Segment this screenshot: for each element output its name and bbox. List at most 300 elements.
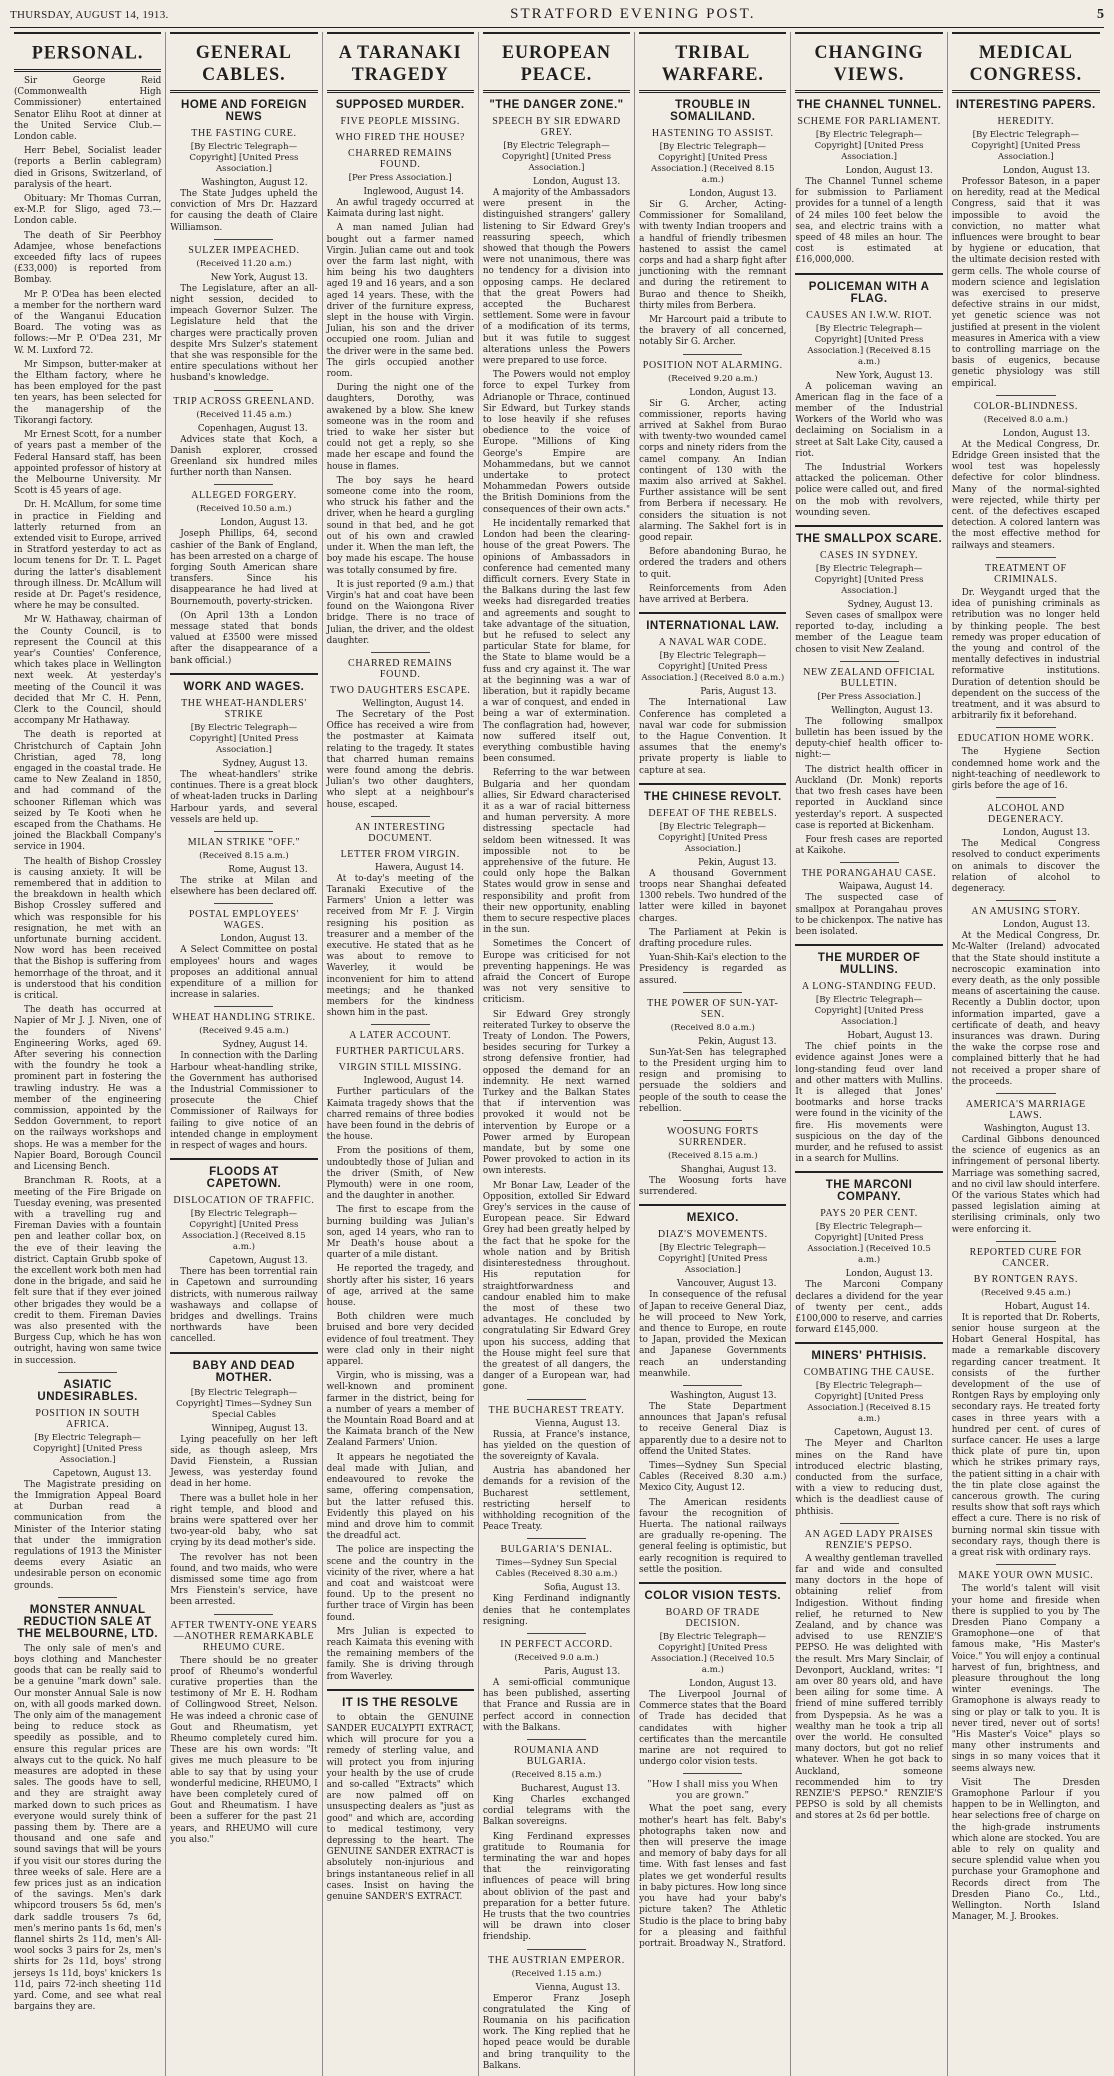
article-subhead: POSITION IN SOUTH AFRICA. (35, 1407, 140, 1430)
article-subhead: AMERICA'S MARRIAGE LAWS. (965, 1099, 1086, 1121)
column (635, 32, 791, 2076)
article-subhead: WHEAT HANDLING STRIKE. (172, 1012, 316, 1024)
article-rule (214, 484, 273, 485)
article-headline: COLOR VISION TESTS. (644, 1590, 782, 1603)
article-body (639, 869, 786, 987)
article-paragraph: Mr Ernest Scott, for a number of years past a member of the Federal Hansard staff, has been appointed professor of history at the Melbourne University. Mr Scott is 45 years of age. (14, 430, 162, 497)
article-body (483, 1795, 630, 1944)
article-body (795, 1042, 942, 1165)
article-paragraph: The strike at Milan and elsewhere has been declared off. (170, 875, 318, 898)
article-paragraph: Sir George Reid (Commonwealth High Commissioner) entertained Senator Elihu Root at dinner at the United Service Club.—London cable. (14, 76, 162, 143)
article-body (483, 1430, 630, 1534)
article-byline: [By Electric Telegraph—Copyright] [United Press Association.] (Received 10.5 a.m.) (651, 1632, 775, 1676)
article-headline: HOME AND FOREIGN NEWS (181, 99, 307, 123)
article-headline: THE MARCONI COMPANY. (825, 1179, 913, 1204)
article-body (952, 440, 1100, 552)
article-paragraph: Mr Bonar Law, Leader of the Opposition, extolled Sir Edward Grey's services in the cause of European peace. Sir Edward Grey had been greatly helped by the fact that he spoke for the whole nation and by British disinterestedness throughout. His reputation for straightforwardness and candour enabled him to make the most of these two advantages. He concluded by congratulating Sir Edward Grey upon his success, adding that the House might feel sure that the greatest of all dangers, the danger of a European war, had gone. (482, 1180, 631, 1393)
article-paragraph: Before abandoning Burao, he ordered the traders and others to quit. (639, 547, 787, 580)
article-dateline: Hobart, August 14. (1004, 1301, 1090, 1312)
article-paragraph: Mr P. O'Dea has been elected a member for the northern ward of the Wanganui Education Board. The voting was as follows:—Mr P. O'Dea 231, Mr W. M. Luxford 72. (14, 289, 162, 356)
article-subhead: IN PERFECT ACCORD. (500, 1638, 613, 1650)
article (952, 395, 1100, 552)
section-rule (639, 1582, 786, 1584)
article-paragraph: In consequence of the refusal of Japan to receive General Diaz, he will proceed to New York, and thence to Europe, en route to Japan, provided the Mexican and Japanese Governments reach an understanding meanwhile. (639, 1290, 787, 1379)
article-subhead: BOARD OF TRADE DECISION. (665, 1607, 760, 1630)
article-dateline: Shanghai, August 13. (680, 1164, 777, 1175)
article-subhead: EDUCATION HOME WORK. (957, 733, 1095, 745)
article-dateline: Capetown, August 13. (834, 1428, 933, 1439)
article-paragraph: During the night one of the daughters, Dorothy, was awakened by a blow. She knew someone was in the room and tried to wake her sister but could not get a reply, so she made her escape and found the house in flames. (326, 383, 474, 472)
article-paragraph: Sun-Yat-Sen has telegraphed to the President urging him to resign and promising to persuade the soldiers and people of the south to cease the rebellion. (639, 1047, 787, 1114)
article-body (952, 588, 1100, 722)
masthead (10, 6, 1104, 28)
article-subhead: THE POWER OF SUN-YAT-SEN. (647, 997, 779, 1020)
article-dateline: Paris, August 13. (544, 1666, 621, 1677)
article-paragraph: Sir G. Archer, acting commissioner, reports having arrived at Sakhel from Burao with twenty-two wounded camel corps and ninety riders from the camel company. An Indian contingent of 130 with the maxim also arrived at Sakhel. Further assistance will be sent from Berbera if necessary. He considers the situation is not alarming. The Sakhel fort is in good repair. (639, 398, 787, 544)
article-rule (996, 1564, 1055, 1565)
article-headline: SUPPOSED MURDER. (335, 99, 465, 111)
article-dateline: London, August 13. (845, 166, 933, 176)
article-subhead: PAYS 20 PER CENT. (820, 1208, 918, 1220)
article-subhead: POSTAL EMPLOYEES' WAGES. (188, 909, 299, 932)
article-rule (840, 1523, 899, 1524)
article-subhead: COMBATING THE CAUSE. (803, 1367, 935, 1379)
article-subhead: WHO FIRED THE HOUSE? (335, 132, 465, 143)
article-body (795, 611, 942, 656)
article-paragraph: The death of Sir Peerbhoy Adamjee, whose benefactions exceeded fifty lacs of rupees (£33,000) is reported from Bombay. (14, 230, 162, 286)
article-byline: [By Electric Telegraph—Copyright] Times—Sydney Sun Special Cables (176, 1387, 312, 1420)
article-body (14, 76, 161, 1367)
section-rule (170, 1158, 317, 1160)
article-rule (996, 557, 1055, 558)
article-rule (840, 862, 899, 863)
article-byline: [By Electric Telegraph—Copyright] [United Press Association.] (971, 130, 1081, 162)
article-paragraph: Visit The Dresden Gramophone Parlour if you happen to be in Wellington, and hear selections free of charge on the high-grade instruments which alone are stocked. You are able to rely on quality and secure splendid value when you purchase your Gramophone and Records direct from The Dresden Piano Co., Ltd., Wellington. North Island Manager, M. J. Brookes. (951, 1777, 1100, 1923)
article-subhead: A NAVAL WAR CODE. (658, 637, 767, 649)
article-dateline: Hawera, August 14. (374, 862, 464, 873)
article-byline: [By Electric Telegraph—Copyright] [United Press Association.] (814, 130, 924, 162)
article-byline: [By Electric Telegraph—Copyright] [United Press Association.] (814, 564, 924, 597)
section-rule (170, 673, 317, 675)
article-paragraph: Joseph Phillips, 64, second cashier of the Bank of England, has been arrested on a charge of forging South American share transfers. Since his disappearance he had lived at Bournemouth, poverty-stricken. (170, 529, 318, 607)
article (170, 484, 317, 666)
article-rule (683, 1385, 742, 1386)
article-rule (527, 1538, 586, 1539)
article-body (639, 399, 786, 607)
article-body (327, 874, 474, 1020)
article-body (639, 1176, 786, 1198)
article-paragraph: What the poet sang, every mother's heart has felt. Baby's photographs taken now and then will preserve the image and memory of baby days for all time. With fast lenses and fast plates we get wonderful results in baby pictures. How long since you have had your baby's picture taken? The Athletic Studio is the place to bring baby for a pleasing and faithful portrait. Broadway N., Stratford. (639, 1804, 787, 1949)
article-byline: (Received 9.45 a.m.) (199, 1026, 289, 1037)
section-rule (795, 944, 942, 946)
article (170, 1006, 317, 1152)
article-dateline: Hobart, August 13. (847, 1031, 933, 1042)
article-paragraph: He incidentally remarked that London had been the clearing-house of the great Powers. The opinions of Ambassadors in conference had cemented many difficult corners. Every State in the Balkans during the last few weeks had disregarded treaties and agreements and sought to take advantage of the situation, but he refused to select any particular State for blame, for the State to blame would be a fuss and cry against it. The war at the beginning was a war of liberation, but it rapidly became a war of conquest, and ended in being a war of extermination. The conflagration had, however, now suffered itself out, everything combustible having been consumed. (482, 518, 631, 765)
article-rule (996, 727, 1055, 728)
article-subhead: CHARRED REMAINS FOUND. (348, 657, 453, 680)
article-subhead: THE BUCHAREST TREATY. (488, 1404, 625, 1416)
article-body (952, 1313, 1100, 1559)
article-paragraph: The State Department announces that Japan's refusal to receive General Diaz is apparently due to a desire not to offend the United States. (639, 1402, 787, 1457)
article-subhead: THE WHEAT-HANDLERS' STRIKE (181, 697, 307, 720)
article-paragraph: At to-day's meeting of the Taranaki Executive of the Farmers' Union a letter was received from Mr F. J. Virgin resigning his position as treasurer and a member of the executive. He stated that as he was about to remove to Waverley, it would be inconvenient for him to attend meetings; and he thanked members for the kindness shown him in the past. (326, 873, 474, 1019)
article-byline: (Received 11.45 a.m.) (196, 409, 292, 420)
article-paragraph: The Powers would not employ force to expel Turkey from Adrianople or Thrace, continued Sir Edward, but Turkey stands to lose heavily if she refuses obedience to the voice of Europe. "Millions of King George's Empire are Mohammedans, but we cannot undertake to protect Mohammedan Powers outside the British Dominions from the consequences of their own acts." (482, 370, 631, 515)
article (327, 1689, 474, 1903)
article-paragraph: From the positions of them, undoubtedly those of Julian and the driver (Smith, of New Plymouth) were in one room, and the daughter in another. (326, 1146, 474, 1202)
article-byline: [By Electric Telegraph—Copyright] [United Press Association.] (189, 142, 299, 174)
column-heading (795, 32, 942, 93)
article-paragraph: Sometimes the Concert of Europe was criticised for not preventing happenings. He was afraid the Concert of Europe was not very sensitive to criticism. (482, 939, 631, 1006)
article-subhead: DEFEAT OF THE REBELS. (648, 807, 778, 819)
article-rule (58, 1372, 117, 1373)
article-dateline: New York, August 13. (835, 370, 933, 381)
article-subhead: BY RONTGEN RAYS. (973, 1273, 1078, 1285)
article-dateline: Winnipeg, August 13. (211, 1423, 308, 1434)
article-paragraph: Further particulars of the Kaimata tragedy shows that the charred remains of three bodies have been found in the debris of the house. (326, 1087, 474, 1143)
article (483, 1739, 630, 1944)
column-heading (639, 32, 786, 93)
article-subhead: SULZER IMPEACHED. (188, 244, 300, 256)
article-dateline: Vancouver, August 13. (676, 1279, 777, 1290)
article-paragraph: A semi-official communique has been published, asserting that France and Russia are in perfect accord in connection with the Balkans. (482, 1677, 631, 1733)
article-paragraph: King Ferdinand indignantly denies that he contemplates resigning. (482, 1594, 631, 1627)
article-byline: [By Electric Telegraph—Copyright] [United Press Association.] (Received 8.15 a.m.) (807, 1381, 931, 1425)
article-body (170, 770, 317, 826)
article-paragraph: The first to escape from the burning building was Julian's son, aged 14 years, who ran to Mr Death's house about a quarter of a mile distant. (326, 1205, 474, 1261)
article-paragraph: Reinforcements from Aden have arrived at Berbera. (639, 583, 787, 606)
article-subhead: BULGARIA'S DENIAL. (500, 1544, 613, 1556)
article-rule (996, 900, 1055, 901)
article (952, 1241, 1100, 1559)
column-title: GENERAL CABLES. (195, 40, 292, 84)
article-body (795, 177, 942, 267)
article-headline: FLOODS AT CAPETOWN. (206, 1166, 282, 1191)
article (170, 390, 317, 480)
article (170, 831, 317, 898)
article-paragraph: Both children were much bruised and bore very decided evidence of foul treatment. They were clad only in their night apparel. (326, 1312, 474, 1368)
article-dateline: London, August 13. (1002, 920, 1090, 931)
article-dateline: Pekin, August 13. (698, 857, 777, 868)
article-subhead: AN AMUSING STORY. (971, 906, 1081, 918)
article-byline: [By Electric Telegraph—Copyright] [United Press Association.] (Received 8.0 a.m.) (641, 651, 785, 684)
article-subhead: ROUMANIA AND BULGARIA. (513, 1744, 600, 1767)
article (170, 1352, 317, 1609)
article-paragraph: It appears he negotiated the deal made with Julian, and endeavoured to revoke the same, offering compensation, but the latter refused this. Evidently this played on his mind and drove him to commit the dreadful act. (326, 1452, 474, 1542)
article (170, 673, 317, 826)
article-paragraph: Virgin, who is missing, was a well-known and prominent farmer in the district, being for a number of years a member of the Mountain Road Board and at the Kaimata branch of the New Zealand Farmers' Union. (326, 1371, 474, 1449)
article-headline: ASIATIC UNDESIRABLES. (37, 1378, 138, 1403)
column-heading (952, 32, 1100, 93)
article-headline: MEXICO. (686, 1212, 739, 1225)
article-body (639, 1804, 786, 1950)
article-body (327, 1087, 474, 1682)
article-subhead: AN AGED LADY PRAISES RENZIE'S PEPSO. (804, 1528, 934, 1551)
article-headline: BABY AND DEAD MOTHER. (192, 1359, 296, 1384)
article (639, 99, 786, 349)
article-dateline: Washington, August 13. (983, 1124, 1090, 1134)
article-paragraph: The State Judges upheld the conviction of Mrs Dr. Hazzard for causing the death of Claire Williamson. (170, 189, 318, 233)
article-byline: [Per Press Association.] (817, 691, 921, 702)
article-headline: MONSTER ANNUAL REDUCTION SALE AT THE MELBOURNE, LTD. (17, 1603, 159, 1640)
article (952, 99, 1100, 390)
article-paragraph: Mrs Julian is expected to reach Kaimata this evening with the remaining members of the family. She is driving through from Waverley. (326, 1626, 474, 1682)
column (166, 32, 322, 2076)
article-byline: [By Electric Telegraph—Copyright] [United Press Association.] (Received 10.5 a.m.) (807, 1222, 931, 1266)
article (952, 900, 1100, 1088)
article-byline: [By Electric Telegraph—Copyright] [United Press Association.] (658, 1243, 768, 1276)
article-body (795, 382, 942, 519)
article-headline: INTERNATIONAL LAW. (646, 620, 780, 633)
article-dateline: London, August 13. (533, 177, 621, 187)
article-rule (683, 1120, 742, 1121)
article-body (170, 945, 317, 1001)
article-headline: THE SMALLPOX SCARE. (795, 533, 943, 546)
column-title: A TARANAKI TRAGEDY (338, 40, 462, 84)
article-subhead: HEREDITY. (997, 116, 1055, 127)
article (327, 652, 474, 811)
article-paragraph: King Ferdinand expresses gratitude to Roumania for terminating the war and hopes that the reinvigorating influences of peace will bring about oblivion of the past and preparation for a better future. He trusts that the two countries will be drawn into closer friendship. (482, 1831, 631, 1943)
article-body (170, 189, 317, 234)
article-headline: THE MURDER OF MULLINS. (817, 952, 921, 977)
article-body (639, 1402, 786, 1576)
article-body (952, 839, 1100, 895)
article-rule (996, 1093, 1055, 1094)
article-dateline: Vienna, August 13. (535, 1982, 621, 1993)
article-paragraph: A wealthy gentleman travelled far and wide and consulted many doctors in the hope of obtaining relief from Indigestion. Without finding relief, he returned to New Zealand, and by chance was advised to use RENZIE'S PEPSO. He was delighted with the result. Mrs Mary Sinclair, of Devonport, Auckland, writes: "I am over 80 years old, and have been ailing for some time. A friend of mine suffered terribly from Dyspepsia. As he was a wealthy man he took a trip all over the world. He consulted many doctors, but got no relief whatever. When he got back to Auckland, someone recommended him to try RENZIE'S PEPSO." RENZIE'S PEPSO is sold by all chemists and stores at 2s 6d per bottle. (795, 1553, 943, 1822)
article-byline: [Per Press Association.] (348, 173, 452, 183)
article-dateline: Sydney, August 13. (222, 758, 308, 769)
article-paragraph: Russia, at France's instance, has yielded on the question of the sovereignty of Kavala. (482, 1429, 631, 1462)
article-dateline: Washington, August 13. (670, 1391, 777, 1401)
issue-date: THURSDAY, AUGUST 14, 1913. (10, 9, 169, 21)
article-rule (214, 1614, 273, 1615)
article-dateline: Wellington, August 14. (362, 698, 464, 709)
article-dateline: London, August 13. (689, 189, 777, 199)
article-byline: (Received 8.0 a.m.) (670, 1022, 755, 1033)
article (795, 99, 942, 267)
article (483, 1633, 630, 1734)
article-dateline: London, August 13. (689, 1679, 777, 1690)
article-paragraph: A majority of the Ambassadors were present in the distinguished strangers' gallery listening to Sir Edward Grey's reassuring speech, which showed that though the Powers were not unanimous, there was no tendency for a division into opposing camps. He declared that the great Powers had accepted the Bucharest settlement. Some were in favour of a modification of its terms, but it was futile to suggest alterations unless the Powers were prepared to use force. (482, 188, 631, 367)
article-byline: [By Electric Telegraph—Copyright] [United Press Association.] (189, 722, 299, 755)
article-paragraph: Times—Sydney Sun Special Cables (Received 8.30 a.m.) Mexico City, August 12. (639, 1461, 787, 1494)
article (795, 1342, 942, 1517)
article-body (639, 1690, 786, 1768)
article (14, 1372, 161, 1592)
article-paragraph: The Marconi Company declares a dividend for the year of twenty per cent., adds £100,000 to reserve, and carries forward £145,000. (795, 1280, 943, 1336)
column-title: EUROPEAN PEACE. (501, 40, 611, 84)
article-paragraph: It is reported that Dr. Roberts, senior house surgeon at the Hobart General Hospital, has made a remarkable discovery regarding cancer treatment. It consists of the further development of the use of Rontgen Rays by employing only secondary rays. He treated forty cases in three years with a hundred per cent. of cures of surface cancer. He uses a large thick plate of pure tin, upon which he strikes primary rays, the patient sitting in a chair with the tin plate close against the cancerous growth. The curing results show that soft rays which effect a cure. There is no risk of burning normal skin tissue with secondary rays, though there is a great risk with ordinary rays. (951, 1312, 1100, 1559)
article-dateline: Vienna, August 13. (535, 1418, 621, 1429)
article-dateline: London, August 13. (689, 387, 777, 398)
article-paragraph: The death has occurred at Napier of Mr J. J. Niven, one of the founders of Nivens' Engineering Works, aged 69. After severing his connection with the foundry he took a prominent part in fostering the trawling industry. He was a member of the engineering commission, appointed by the Seddon Government, to report on the railways workshops and shops. He was a member for the Napier Board, Borough Council and Licensing Bench. (14, 1005, 162, 1173)
article-paragraph: Herr Bebel, Socialist leader (reports a Berlin cablegram) died in Grisons, Switzerland, of paralysis of the heart. (14, 146, 162, 190)
article-byline: (Received 9.0 a.m.) (514, 1652, 599, 1663)
article (483, 1399, 630, 1534)
article-paragraph: Yuan-Shih-Kai's election to the Presidency is regarded as assured. (639, 953, 787, 986)
article-subhead: LETTER FROM VIRGIN. (340, 848, 460, 860)
article-subhead: A LONG-STANDING FEUD. (801, 981, 937, 993)
article (795, 1171, 942, 1336)
article (14, 1597, 161, 2014)
article-paragraph: Sir G. Archer, Acting-Commissioner for Somaliland, with twenty Indian troopers and a handful of friendly tribesmen hastened to assist the camel corps and had a sharp fight after junctioning with the remnant and during the retirement to Burao and thence to Sheikh, thirty miles from Berbera. (639, 200, 787, 311)
article (639, 1385, 786, 1576)
article-subhead: THE PORANGAHAU CASE. (801, 868, 937, 880)
article-paragraph: An awful tragedy occurred at Kaimata during last night. (326, 198, 474, 220)
article-subhead: FURTHER PARTICULARS. (335, 1046, 465, 1058)
article-body (952, 1135, 1100, 1236)
article-byline: (Received 8.15 a.m.) (199, 850, 289, 861)
article-byline: (Received 9.20 a.m.) (667, 373, 758, 384)
column-title: PERSONAL. (31, 41, 144, 63)
article (795, 862, 942, 938)
article-paragraph: The following smallpox bulletin has been issued by the deputy-chief health officer to-night:— (795, 716, 943, 761)
article-rule (371, 816, 430, 817)
article-body (170, 1656, 317, 1846)
article-paragraph: The Meyer and Charlton mines on the Rand have introduced electric blasting, conducted from the surface, with a view to reducing dust, which is the deadliest cause of phthisis. (795, 1439, 943, 1517)
article-byline: (Received 10.50 a.m.) (196, 504, 292, 515)
article-paragraph: In connection with the Darling Harbour wheat-handling strike, the Government has authorised the Industrial Commissioner to prosecute the Chief Commissioner of Railways for failing to give notice of an intended change in employment in respect of wages and hours. (170, 1051, 318, 1151)
article-subhead: AN INTERESTING DOCUMENT. (355, 821, 446, 844)
section-rule (795, 525, 942, 527)
article-subhead: MAKE YOUR OWN MUSIC. (958, 1570, 1094, 1582)
article-subhead: MILAN STRIKE "OFF." (187, 836, 301, 848)
article-headline: INTERESTING PAPERS. (956, 99, 1096, 111)
article-paragraph: The district health officer in Auckland (Dr. Monk) reports that two fresh cases have been reported in Auckland since yesterday's report. A suspected case is reported at Bickenham. (795, 764, 943, 831)
article-paragraph: Sir Edward Grey strongly reiterated Turkey to observe the Treaty of London. The Powers, besides securing for Turkey a strong defensive frontier, had opposed the demand for an indemnity. He next warned Turkey and the Balkan States that if intervention was provoked it would not be intervention by Europe or a Power armed by European mandate, but by some one Power provoked to action in its own interests. (482, 1009, 631, 1177)
article-byline: [By Electric Telegraph—Copyright] [United Press Association.] (814, 995, 924, 1028)
article-body (639, 1290, 786, 1380)
section-rule (795, 1342, 942, 1344)
article-dateline: London, August 13. (220, 934, 308, 945)
article-byline: (Received 1.15 a.m.) (511, 1968, 602, 1979)
article (795, 661, 942, 857)
column-title: CHANGING VIEWS. (814, 40, 924, 84)
article-paragraph: Professor Bateson, in a paper on heredity, read at the Medical Congress, said that it was impossible to avoid the conviction, no matter what influences were brought to bear by hygiene or education, that the ultimate decision rested with germ cells. The whole course of modern science and legislation was exercised to preserve defective strains in our midst, yet genetic science was not justified at present in the violent measures in America with a view to controlling marriage on the basis of eugenics, because genetic physiology was still empirical. (951, 177, 1100, 389)
article-dateline: Washington, August 12. (201, 178, 308, 188)
article-paragraph: Austria has abandoned her demands for a revision of the Bucharest settlement, restricting herself to withholding recognition of the Peace Treaty. (482, 1466, 631, 1533)
article-subhead: POSITION NOT ALARMING. (642, 359, 783, 371)
article-dateline: Waipawa, August 14. (838, 882, 933, 893)
article-paragraph: At the Medical Congress, Dr. Edridge Green insisted that the wool test was hopelessly defective for color blindness. Many of the normal-sighted were rejected, while thirty per cent. of the defectives escaped detection. A colored lantern was the most effective method for railways and steamers. (951, 439, 1100, 551)
article-paragraph: The Liverpool Journal of Commerce states that the Board of Trade has decided that candidates with higher certificates than the mercantile marine are not required to undergo color vision tests. (639, 1690, 787, 1768)
article-subhead: CAUSES AN I.W.W. RIOT. (806, 309, 933, 321)
article-paragraph: The Parliament at Pekin is drafting procedure rules. (639, 927, 787, 949)
article-paragraph: He reported the tragedy, and shortly after his sister, 16 years of age, arrived at the same house. (326, 1264, 474, 1309)
article-byline: [By Electric Telegraph—Copyright] [United Press Association.] (33, 1432, 143, 1465)
article-paragraph: The Channel Tunnel scheme for submission to Parliament provides for a tunnel of a length of 24 miles 100 feet below the sea, and electric trains with a speed of 48 miles an hour. The cost is estimated at £16,000,000. (795, 177, 943, 266)
column-title: TRIBAL WARFARE. (661, 40, 764, 84)
article-rule (527, 1633, 586, 1634)
columns (10, 32, 1104, 2071)
article (639, 992, 786, 1115)
article-paragraph: The Industrial Workers attacked the policeman. Other police were called out, and fired on the mob with revolvers, wounding seven. (795, 463, 943, 518)
article-body (639, 1048, 786, 1115)
article-byline: (Received 8.15 a.m.) (667, 1150, 758, 1161)
column (323, 32, 479, 2076)
article-body (795, 893, 942, 938)
article-paragraph: There was a bullet hole in her right temple, and blood and brains were spattered over her two-year-old baby, who sat crying by its dead mother's side. (170, 1493, 318, 1549)
article-paragraph: to obtain the GENUINE SANDER EUCALYPTI EXTRACT, which will procure for you a remedy of sterling value, and will protect you from injuring your health by the use of crude and so-called "Extracts" which are now palmed off on unsuspecting dealers as "just as good" and which are, according to medical testimony, very depressing to the heart. The GENUINE SANDER EXTRACT is absolutely non-injurious and brings instantaneous relief in all cases. Insist on having the genuine SANDER'S EXTRACT. (326, 1712, 474, 1902)
article-paragraph: There should be no greater proof of Rheumo's wonderful curative properties than the testimony of Mr E. H. Rodham of Collingwood Street, Nelson. He was indeed a chronic case of Gout and Rheumatism, yet Rheumo completely cured him. These are his own words: "It gives me much pleasure to be able to say that by using your wonderful medicine, RHEUMO, I have been completely cured of Gout and Rheumatism. I have been a sufferer for the past 21 years, and RHEUMO will cure you also." (170, 1655, 318, 1845)
article-paragraph: The Magistrate presiding on the Immigration Appeal Board at Durban read a communication from the Minister of the Interior stating that under the immigration regulations of 1913 the Minister deems every Asiatic an undesirable person on economic grounds. (14, 1479, 162, 1591)
article-subhead: WOOSUNG FORTS SURRENDER. (666, 1125, 759, 1148)
article-body (327, 198, 474, 647)
article-headline: TROUBLE IN SOMALILAND. (670, 99, 756, 123)
section-rule (639, 1204, 786, 1206)
article-rule (996, 395, 1055, 396)
article-byline: [By Electric Telegraph—Copyright] [United Press Association.] (502, 141, 611, 173)
article-body (170, 1267, 317, 1345)
article-subhead: THE FASTING CURE. (191, 128, 297, 139)
article-rule (371, 652, 430, 653)
article-subhead: TRIP ACROSS GREENLAND. (173, 395, 315, 407)
article-rule (683, 992, 742, 993)
section-rule (639, 783, 786, 785)
article-dateline: Inglewood, August 14. (363, 1076, 464, 1087)
article-dateline: Bucharest, August 13. (520, 1783, 621, 1794)
article (170, 99, 317, 234)
article (327, 99, 474, 647)
article-rule (214, 903, 273, 904)
article-body (170, 435, 317, 480)
column-heading (170, 32, 317, 93)
section-rule (327, 1689, 474, 1691)
column-heading (14, 32, 161, 72)
article (170, 903, 317, 1001)
article-paragraph: A policeman waving an American flag in the face of a member of the Industrial Workers of the World who was declaiming on Socialism in a street at Salt Lake City, caused a riot. (795, 381, 943, 459)
article-paragraph: Lying peacefully on her left side, as though asleep, Mrs David Fienstein, a Russian Jewess, was yesterday found dead in her home. (170, 1434, 318, 1490)
article-subhead: SCHEME FOR PARLIAMENT. (797, 116, 941, 127)
article-headline: THE CHINESE REVOLT. (643, 790, 782, 803)
article-subhead: CASES IN SYDNEY. (820, 550, 919, 562)
article-byline: [By Electric Telegraph—Copyright] [United Press Association.] (Received 8.15 a.m.) (651, 142, 775, 185)
article-body (14, 1480, 161, 1592)
article-paragraph: The death is reported at Christchurch of Captain John Christian, aged 78, long engaged in the coastal trade. He came to New Zealand in 1850, and had command of the schooner Rifleman which was seized by Te Kooti when he escaped from the Chathams. He joined the Blackball Company's service in 1904. (14, 730, 162, 853)
article-byline: [By Electric Telegraph—Copyright] [United Press Association.] (658, 821, 768, 854)
article (952, 1093, 1100, 1236)
article-body (795, 1439, 942, 1517)
article-headline: IT IS THE RESOLVE (342, 1696, 459, 1709)
article-paragraph: (On April 13th a London message stated that bonds valued at £3500 were missed after the disappearance of a bank official.) (170, 610, 318, 666)
article-rule (214, 1006, 273, 1007)
article (952, 557, 1100, 722)
article-paragraph: The Medical Congress resolved to conduct experiments on animals to discover the relation of alcohol to degeneracy. (951, 839, 1100, 894)
column-title: MEDICAL CONGRESS. (969, 40, 1083, 84)
article-body (170, 1051, 317, 1152)
article-paragraph: Dr. Weygandt urged that the idea of punishing criminals as retribution was no longer held by thinking people. The best remedy was proper education of the young and control of the mentally defectives in industrial reformative institutions. Duration of detention should be dependent on the success of the treatment, and it was absurd to arbitrarily fix it beforehand. (951, 587, 1100, 722)
article-paragraph: The boy says he heard someone come into the room, who struck his father and the driver, when he heard a gurgling sound in that bed, and he got out of his own and crawled under it. When the man left, the boy made his escape. The house was totally consumed by fire. (326, 475, 474, 576)
article-dateline: Wellington, August 13. (831, 705, 933, 716)
article-paragraph: Obituary: Mr Thomas Curran, ex-M.P. for Sligo, aged 73.—London cable. (14, 194, 162, 227)
article (795, 525, 942, 656)
article-body (952, 931, 1100, 1088)
article-subhead: COLOR-BLINDNESS. (973, 400, 1079, 412)
article-subhead: "How I shall miss you When you are grown." (647, 1779, 779, 1802)
article-body (327, 710, 474, 811)
article-paragraph: There has been torrential rain in Capetown and surrounding districts, with numerous railway washaways and collapse of bridges and dwellings. Trains northwards have been cancelled. (170, 1267, 318, 1345)
article-paragraph: The world's talent will visit your home and fireside when there is supplied to you by The Dresden Piano Company a Gramophone—one of that famous make, "His Master's Voice." You will enjoy a continual harvest of fun, brightness, and pleasure throughout the long winter evenings. The Gramophone is always ready to sing or play or talk to you. It is never tired, never out of sorts! "His Master's Voice" plays so many other instruments and sings in so many voices that it seems always new. (951, 1584, 1100, 1774)
section-rule (795, 1171, 942, 1173)
article-rule (840, 661, 899, 662)
article-dateline: Inglewood, August 14. (363, 187, 464, 197)
article-subhead: DISLOCATION OF TRAFFIC. (173, 1195, 315, 1207)
article-subhead: ALCOHOL AND DEGENERACY. (987, 803, 1065, 826)
article-paragraph: The only sale of men's and boys clothing and Manchester goods that can be really said to be a genuine "mark down" sale. Our monster Annual Sale is now on, with all goods marked down. The only aim of the management being to reduce stock as speedily as possible, and to ensure this regular prices are always cut to the quick. No half measures are adopted in these sales. The goods have to sell, and they are straight away marked down to such prices as everyone would surely think of passing them by. There are a thousand and one safe and sound savings that will be yours if you visit our stores during the three weeks of sale. Here are a few prices just as an indication of the savings. Men's dark whipcord trousers 5s 6d, men's dark saddle trousers 7s 6d, men's merino pants 1s 6d, men's flannel shirts 2s 11d, men's All-wool socks 3 pairs for 2s, men's shirts for 2s 11d, boys' strong jerseys 1s 11d, boys' knickers 1s 11d, pairs 72-inch sheeting 11d yard. Come, and see what real bargains they are. (14, 1643, 162, 2013)
article-body (483, 1594, 630, 1628)
article-rule (371, 1024, 430, 1025)
